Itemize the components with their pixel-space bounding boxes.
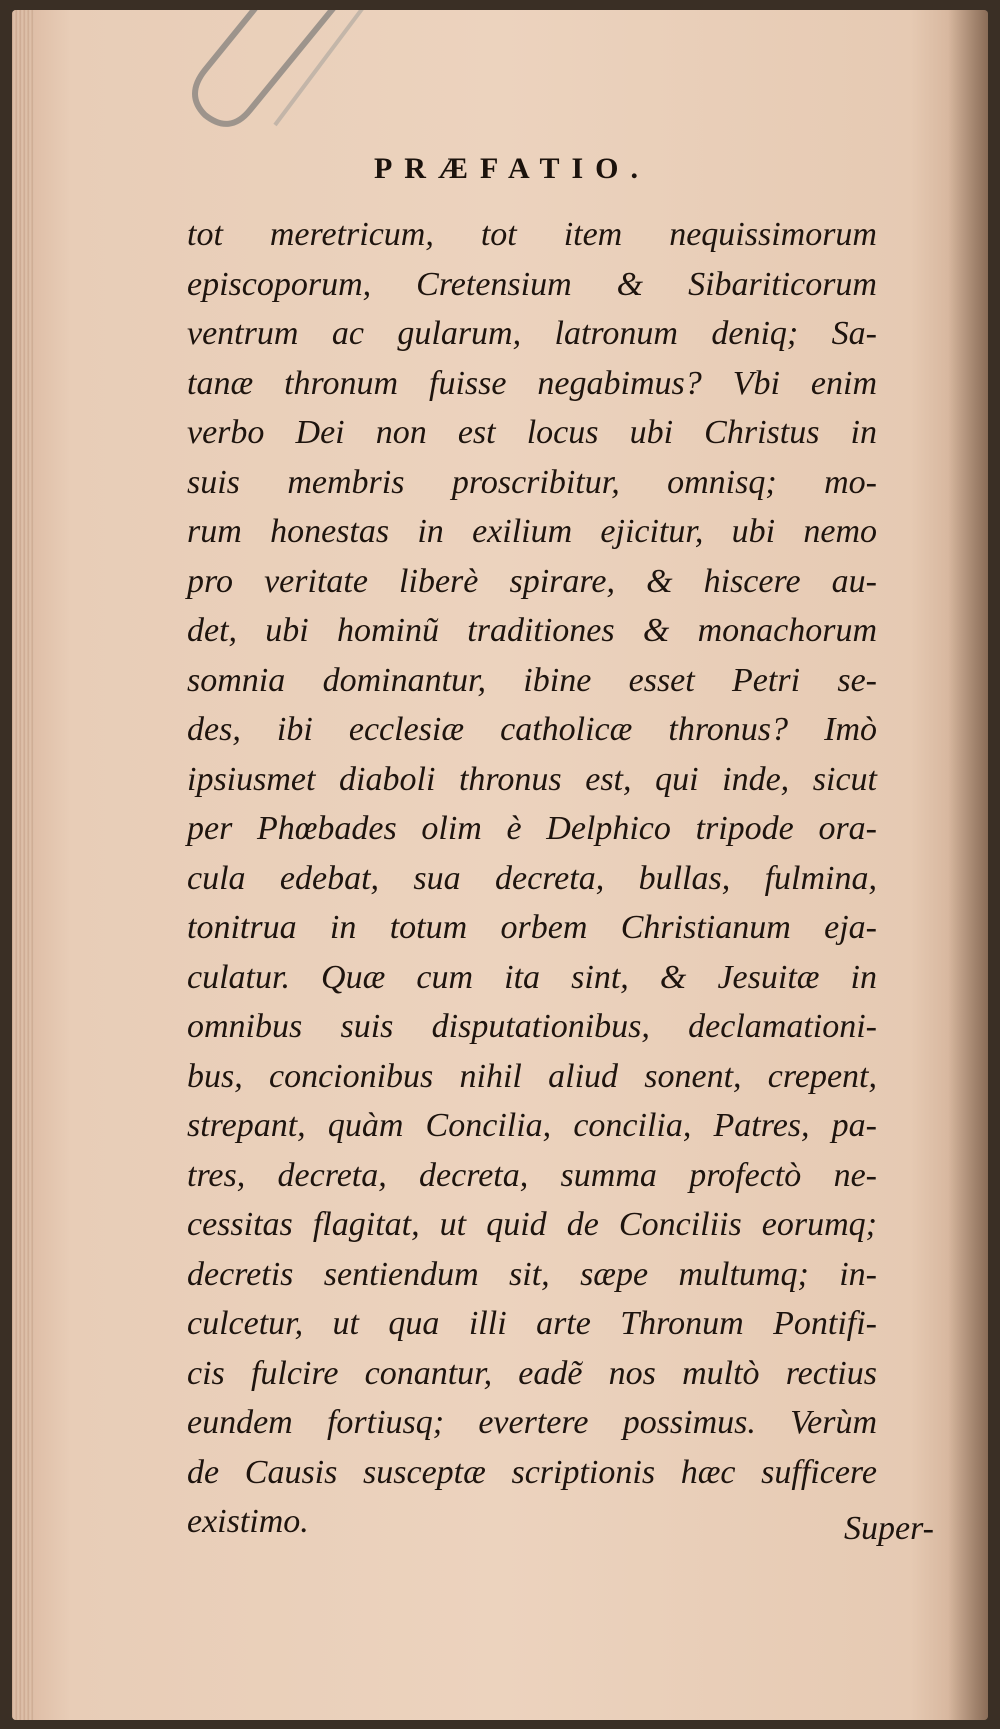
- text-line: tonitrua in totum orbem Christianum eja-: [187, 909, 877, 946]
- text-line: decretis sentiendum sit, sæpe multumq; in-: [187, 1255, 877, 1293]
- text-line: pro veritate liberè spirare, & hiscere au-: [187, 562, 877, 600]
- text-line: suis membris proscribitur, omnisq; mo-: [187, 463, 877, 501]
- text-line: existimo.: [187, 1503, 309, 1540]
- text-line: eundem fortiusq; evertere possimus. Verùm: [187, 1404, 877, 1441]
- text-line: tot meretricum, tot item nequissimorum: [187, 216, 877, 253]
- text-line: ventrum ac gularum, latronum deniq; Sa-: [187, 315, 877, 352]
- gutter-shadow: [948, 10, 988, 1720]
- text-line: strepant, quàm Concilia, concilia, Patres, pa-: [187, 1107, 877, 1144]
- body-text: [187, 210, 877, 1547]
- text-line: cis fulcire conantur, eadẽ nos multò rectius: [187, 1354, 877, 1392]
- text-line: episcoporum, Cretensium & Sibariticorum: [187, 265, 877, 303]
- catchword: Super-: [844, 1510, 934, 1547]
- text-line: verbo Dei non est locus ubi Christus in: [187, 414, 877, 451]
- text-line: rum honestas in exilium ejicitur, ubi nemo: [187, 513, 877, 550]
- book-page: [12, 10, 988, 1720]
- text-line: omnibus suis disputationibus, declamationi-: [187, 1008, 877, 1045]
- text-line: des, ibi ecclesiæ catholicæ thronus? Imò: [187, 711, 877, 748]
- text-line: somnia dominantur, ibine esset Petri se-: [187, 661, 877, 699]
- text-line: ipsiusmet diaboli thronus est, qui inde, sicut: [187, 760, 877, 798]
- text-line: de Causis susceptæ scriptionis hæc sufficere: [187, 1453, 877, 1491]
- text-line: tanæ thronum fuisse negabimus? Vbi enim: [187, 364, 877, 402]
- text-line: tres, decreta, decreta, summa profectò ne-: [187, 1156, 877, 1194]
- text-line: bus, concionibus nihil aliud sonent, crepent,: [187, 1057, 877, 1095]
- text-line: culcetur, ut qua illi arte Thronum Pontifi-: [187, 1305, 877, 1342]
- paper-clip-icon: [190, 10, 380, 140]
- text-line: culatur. Quæ cum ita sint, & Jesuitæ in: [187, 958, 877, 996]
- running-head: PRÆFATIO.: [373, 152, 651, 185]
- text-line: det, ubi hominũ traditiones & monachorum: [187, 612, 877, 649]
- text-line: per Phœbades olim è Delphico tripode ora-: [187, 810, 877, 847]
- text-line: cula edebat, sua decreta, bullas, fulmina,: [187, 859, 877, 897]
- text-line: cessitas flagitat, ut quid de Conciliis eorumq;: [187, 1206, 877, 1243]
- page-edges: [12, 10, 34, 1720]
